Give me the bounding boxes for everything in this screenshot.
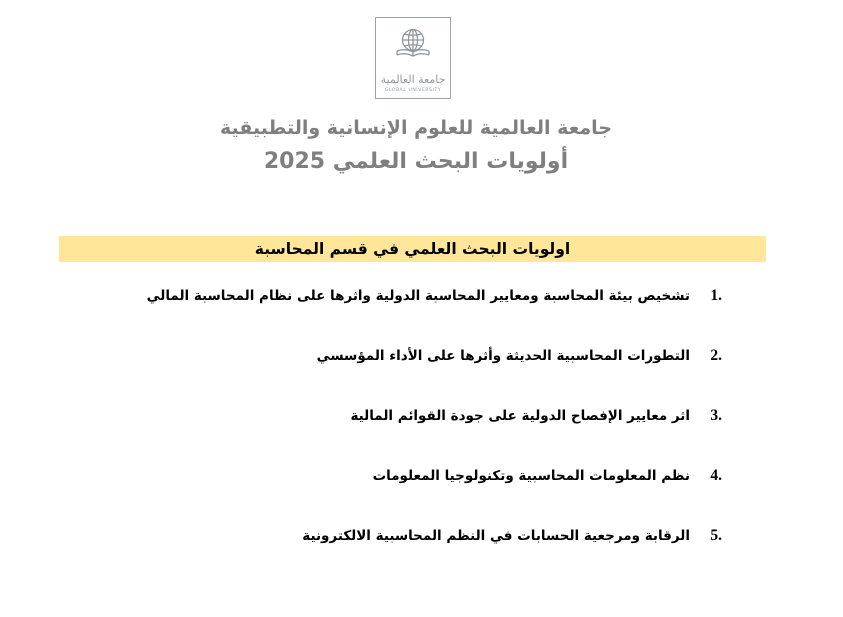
list-item-text: تشخيص بيئة المحاسبة ومعايير المحاسبة الدولية واثرها على نظام المحاسبة المالي [146,288,690,304]
globe-book-icon [376,18,450,74]
list-item-number: 3. [710,407,722,424]
list-item [102,284,722,344]
priorities-list [102,284,722,584]
list-item-number: 5. [710,527,722,544]
list-item-number: 1. [710,287,722,304]
list-item-text: الرقابة ومرجعية الحسابات في النظم المحاسبية الالكترونية [302,528,690,544]
university-logo [375,17,451,99]
list-item-number: 2. [710,347,722,364]
logo-english-name: GLOBAL UNIVERSITY [384,88,442,93]
university-name: جامعة العالمية للعلوم الإنسانية والتطبيقية [219,117,613,139]
list-item-text: التطورات المحاسبية الحديثة وأثرها على الأداء المؤسسي [316,348,690,364]
section-title: اولويات البحث العلمي في قسم المحاسبة [59,236,766,262]
list-item [102,464,722,524]
list-item-text: نظم المعلومات المحاسبية وتكنولوجيا المعلومات [372,468,690,484]
page-subtitle: أولويات البحث العلمي 2025 [263,149,569,174]
list-item [102,344,722,404]
list-item [102,524,722,584]
list-item [102,404,722,464]
logo-arabic-name: جامعة العالمية [380,73,446,86]
list-item-number: 4. [710,467,722,484]
list-item-text: اثر معايير الإفصاح الدولية على جودة القوائم المالية [350,408,690,424]
